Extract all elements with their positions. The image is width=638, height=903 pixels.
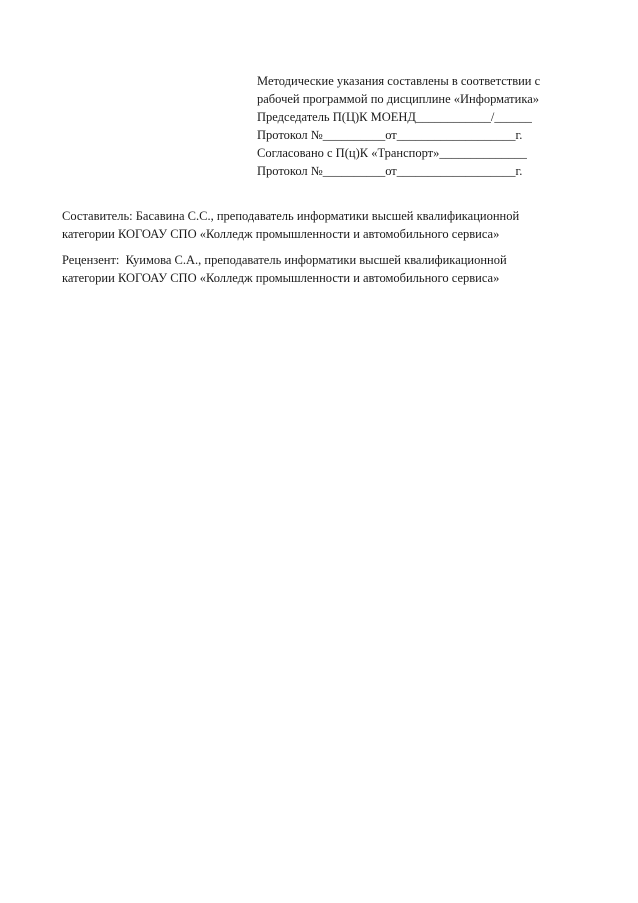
reviewer-line-2: категории КОГОАУ СПО «Колледж промышленности и автомобильного сервиса» <box>62 271 500 285</box>
approval-block <box>257 72 577 180</box>
approval-line-chairman: Председатель П(Ц)К МОЕНД____________/______ <box>257 110 532 124</box>
reviewer-paragraph <box>62 251 602 287</box>
compiler-paragraph <box>62 207 602 243</box>
compiler-line-2: категории КОГОАУ СПО «Колледж промышленности и автомобильного сервиса» <box>62 227 500 241</box>
approval-line-protocol-2: Протокол №__________от___________________г. <box>257 164 523 178</box>
reviewer-line-1: Рецензент: Куимова С.А., преподаватель информатики высшей квалификационной <box>62 253 507 267</box>
credits-section <box>62 207 602 295</box>
approval-line-program: рабочей программой по дисциплине «Информатика» <box>257 92 540 106</box>
approval-line-compliance: Методические указания составлены в соответствии с <box>257 74 541 88</box>
compiler-line-1: Составитель: Басавина С.С., преподаватель информатики высшей квалификационной <box>62 209 520 223</box>
approval-line-protocol-1: Протокол №__________от___________________г. <box>257 128 523 142</box>
approval-line-agreed: Согласовано с П(ц)К «Транспорт»______________ <box>257 146 527 160</box>
